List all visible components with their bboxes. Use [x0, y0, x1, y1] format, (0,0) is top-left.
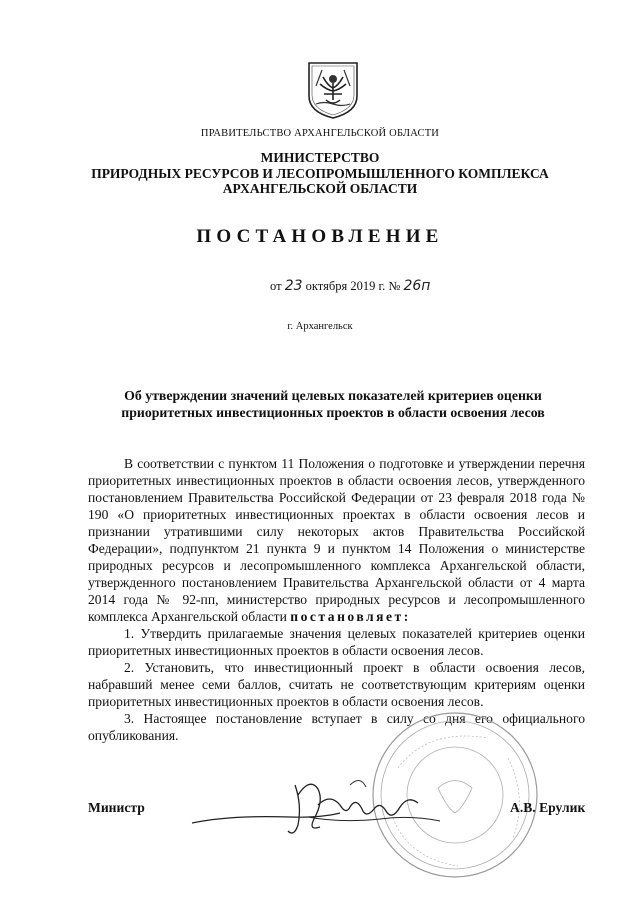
ministry-line-3: АРХАНГЕЛЬСКОЙ ОБЛАСТИ	[222, 181, 418, 196]
title-line-2: приоритетных инвестиционных проектов в области освоения лесов	[121, 405, 545, 420]
signer-name: А.В. Ерулик	[510, 800, 586, 815]
title-line-1: Об утверждении значений целевых показателей критериев оценки	[124, 388, 542, 403]
document-number: 26п	[403, 278, 431, 294]
city: г. Архангельск	[287, 321, 353, 332]
preamble-text: В соответствии с пунктом 11 Положения о подготовке и утверждении перечня приоритетных инвестиционных проектов в области освоения лесов, утвержденного постановлением Правительства Российской Федерации от 23 февраля 2018 года № 190 «О приоритетных инвестиционных проектах в области освоения лесов и признании утратившими силу некоторых актов Правительства Российской Федерации», подпунктом 21 пункта 9 и пунктом 14 Положения о министерстве природных ресурсов и лесопромышленного комплекса Архангельской области, утвержденного постановлением Правительства Архангельской области от 4 марта 2014 года № 92-пп, министерство природных ресурсов и лесопромышленного комплекса Архангельской области	[88, 456, 585, 624]
preamble-paragraph	[88, 455, 585, 625]
item-2: 2. Установить, что инвестиционный проект в области освоения лесов, набравший менее семи баллов, считать не соответствующим критериям оценки приоритетных инвестиционных проектов в области освоения лесов.	[88, 660, 585, 709]
signer-role: Министр	[88, 800, 145, 815]
ministry-name	[0, 150, 640, 197]
document-title	[90, 387, 576, 421]
government-name: ПРАВИТЕЛЬСТВО АРХАНГЕЛЬСКОЙ ОБЛАСТИ	[200, 128, 440, 139]
coat-of-arms-icon	[306, 60, 360, 120]
date-month-year: октября 2019 г. №	[305, 279, 401, 293]
date-day: 23	[284, 278, 303, 294]
date-line	[270, 278, 430, 294]
date-prefix: от	[270, 279, 282, 293]
signature-icon	[190, 765, 450, 855]
item-1: 1. Утвердить прилагаемые значения целевых показателей критериев оценки приоритетных инвестиционных проектов в области освоения лесов.	[88, 626, 585, 658]
decree-word: постановляет:	[290, 609, 411, 624]
document-type: ПОСТАНОВЛЕНИЕ	[196, 226, 444, 247]
document-body	[88, 455, 585, 744]
ministry-line-1: МИНИСТЕРСТВО	[260, 150, 380, 165]
item-3: 3. Настоящее постановление вступает в силу со дня его официального опубликования.	[88, 711, 585, 743]
ministry-line-2: ПРИРОДНЫХ РЕСУРСОВ И ЛЕСОПРОМЫШЛЕННОГО КОМПЛЕКСА	[91, 165, 549, 181]
